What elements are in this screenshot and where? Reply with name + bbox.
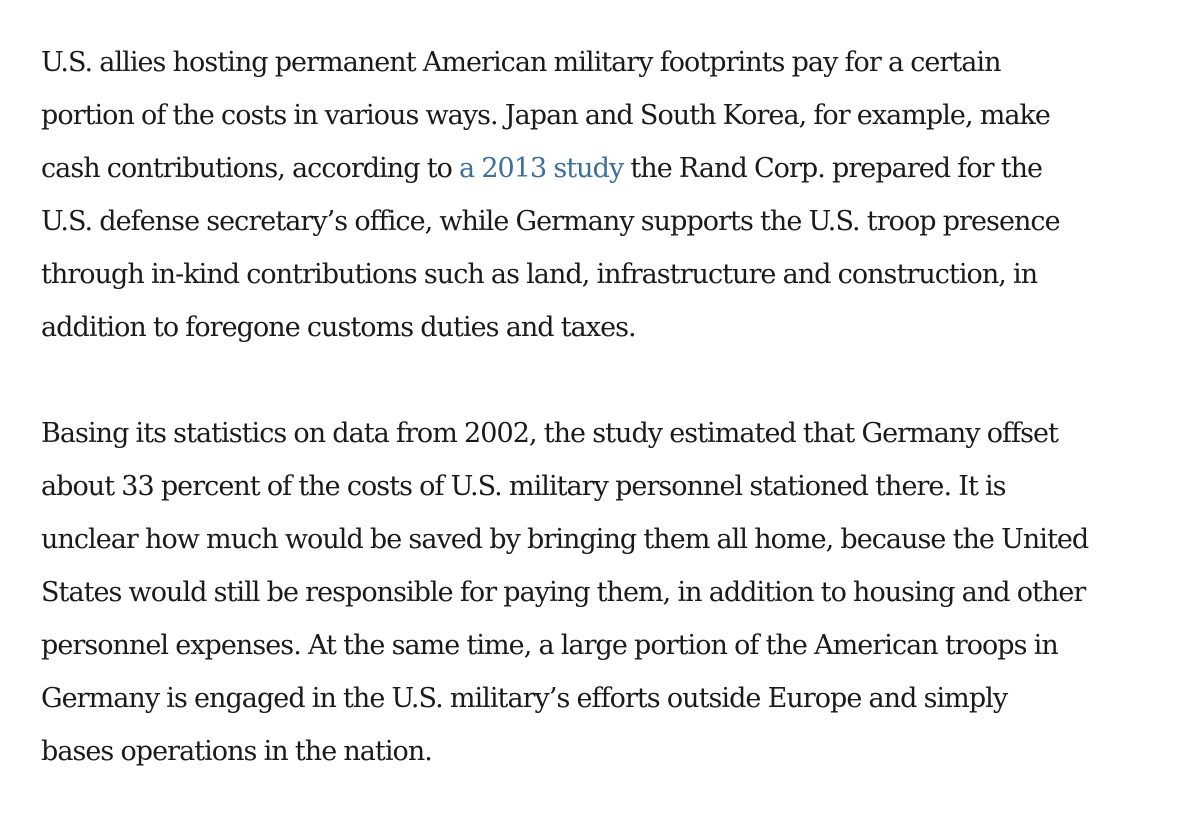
- text-segment: portion of the costs in various ways. Japan and South Korea, for example, make: [41, 100, 1050, 131]
- text-segment: U.S. allies hosting permanent American military footprints pay for a certain: [41, 47, 1001, 78]
- text-segment: about 33 percent of the costs of U.S. military personnel stationed there. It is: [41, 471, 1006, 502]
- text-segment: States would still be responsible for paying them, in addition to housing and other: [41, 577, 1086, 608]
- text-segment: personnel expenses. At the same time, a large portion of the American troops in: [41, 630, 1058, 661]
- article-paragraph: [41, 407, 1191, 778]
- text-line: [41, 301, 1191, 354]
- text-line: [41, 142, 1191, 195]
- text-line: [41, 725, 1191, 778]
- text-line: [41, 89, 1191, 142]
- text-line: [41, 566, 1191, 619]
- text-line: [41, 36, 1191, 89]
- text-line: [41, 513, 1191, 566]
- text-line: [41, 460, 1191, 513]
- text-line: [41, 248, 1191, 301]
- text-segment: addition to foregone customs duties and taxes.: [41, 312, 636, 343]
- text-segment: Germany is engaged in the U.S. military’s efforts outside Europe and simply: [41, 683, 1008, 714]
- text-segment: cash contributions, according to: [41, 153, 460, 184]
- article-body: [41, 36, 1191, 831]
- text-line: [41, 407, 1191, 460]
- text-line: [41, 672, 1191, 725]
- text-segment: bases operations in the nation.: [41, 736, 432, 767]
- text-segment: unclear how much would be saved by bringing them all home, because the United: [41, 524, 1089, 555]
- text-segment: Basing its statistics on data from 2002, the study estimated that Germany offset: [41, 418, 1058, 449]
- article-paragraph: [41, 36, 1191, 354]
- text-segment: U.S. defense secretary’s office, while Germany supports the U.S. troop presence: [41, 206, 1060, 237]
- text-line: [41, 619, 1191, 672]
- study-link[interactable]: a 2013 study: [459, 153, 624, 184]
- text-line: [41, 195, 1191, 248]
- text-segment: through in-kind contributions such as land, infrastructure and construction, in: [41, 259, 1038, 290]
- text-segment: the Rand Corp. prepared for the: [623, 153, 1043, 184]
